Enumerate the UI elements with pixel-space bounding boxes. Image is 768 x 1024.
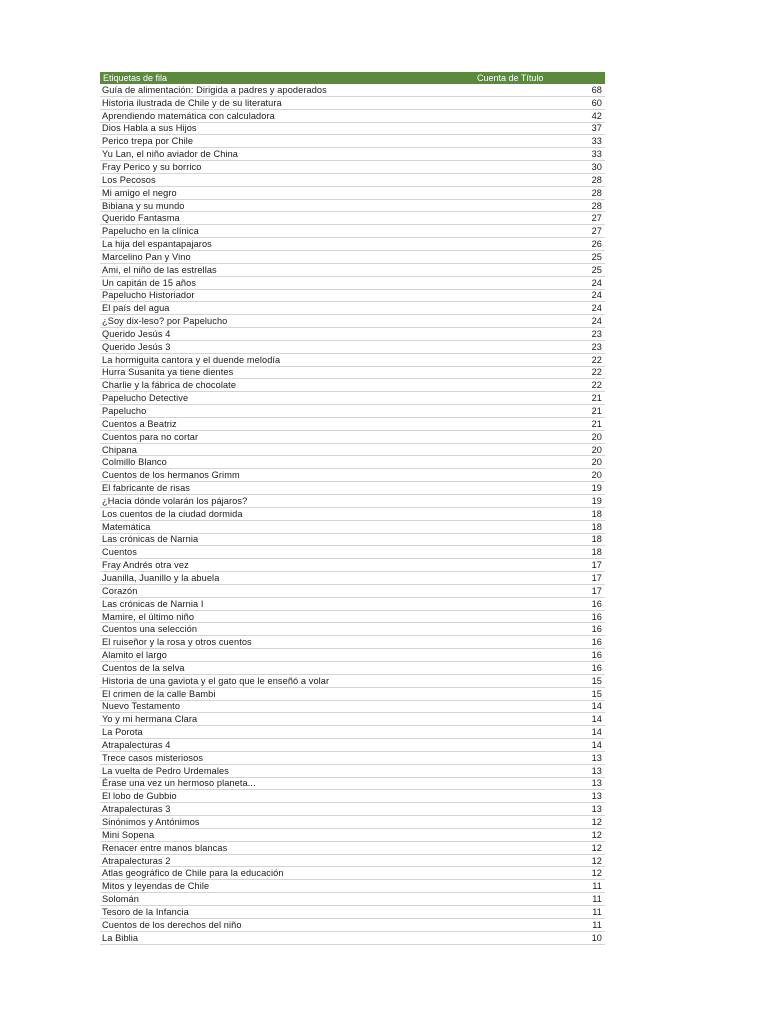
row-count-cell[interactable]: 13: [591, 778, 602, 789]
row-label-cell[interactable]: Tesoro de la Infancia: [102, 906, 189, 917]
count-header[interactable]: Cuenta de Título: [477, 73, 544, 83]
row-count-cell[interactable]: 26: [591, 239, 602, 250]
pivot-header-row[interactable]: [100, 72, 605, 84]
table-row[interactable]: [100, 906, 605, 919]
row-label-cell[interactable]: El país del agua: [102, 303, 170, 314]
row-count-cell[interactable]: 16: [591, 637, 602, 648]
row-label-cell[interactable]: La Porota: [102, 727, 143, 738]
row-count-cell[interactable]: 16: [591, 611, 602, 622]
row-count-cell[interactable]: 21: [591, 418, 602, 429]
table-row[interactable]: [100, 379, 605, 392]
row-label-cell[interactable]: Mi amigo el negro: [102, 187, 177, 198]
row-label-cell[interactable]: Papelucho: [102, 406, 147, 417]
table-row[interactable]: [100, 456, 605, 469]
row-label-cell[interactable]: Papelucho en la clínica: [102, 226, 199, 237]
table-row[interactable]: [100, 521, 605, 534]
row-label-cell[interactable]: Un capitán de 15 años: [102, 277, 197, 288]
table-row[interactable]: [100, 559, 605, 572]
row-count-cell[interactable]: 13: [591, 804, 602, 815]
row-count-cell[interactable]: 21: [591, 406, 602, 417]
row-label-cell[interactable]: Juanilla, Juanillo y la abuela: [102, 572, 220, 583]
row-label-cell[interactable]: Marcelino Pan y Vino: [102, 251, 191, 262]
row-count-cell[interactable]: 14: [591, 739, 602, 750]
row-label-cell[interactable]: El crimen de la calle Bambi: [102, 688, 216, 699]
row-count-cell[interactable]: 18: [591, 508, 602, 519]
row-count-cell[interactable]: 20: [591, 457, 602, 468]
row-count-cell[interactable]: 20: [591, 444, 602, 455]
row-label-cell[interactable]: La Biblia: [102, 932, 139, 943]
table-row[interactable]: [100, 649, 605, 662]
table-row[interactable]: [100, 405, 605, 418]
table-row[interactable]: [100, 354, 605, 367]
row-label-cell[interactable]: Sinónimos y Antónimos: [102, 817, 200, 828]
row-label-cell[interactable]: La vuelta de Pedro Urdemales: [102, 765, 229, 776]
row-count-cell[interactable]: 14: [591, 727, 602, 738]
row-label-cell[interactable]: Cuentos de la selva: [102, 662, 185, 673]
table-row[interactable]: [100, 598, 605, 611]
row-label-cell[interactable]: Ami, el niño de las estrellas: [102, 264, 217, 275]
row-label-cell[interactable]: ¿Hacia dónde volarán los pájaros?: [102, 495, 248, 506]
row-count-cell[interactable]: 24: [591, 277, 602, 288]
row-count-cell[interactable]: 22: [591, 367, 602, 378]
row-label-cell[interactable]: Renacer entre manos blancas: [102, 842, 228, 853]
table-row[interactable]: [100, 867, 605, 880]
row-label-cell[interactable]: Fray Andrés otra vez: [102, 560, 189, 571]
row-count-cell[interactable]: 60: [591, 97, 602, 108]
row-label-cell[interactable]: Chipana: [102, 444, 137, 455]
table-row[interactable]: [100, 508, 605, 521]
row-count-cell[interactable]: 37: [591, 123, 602, 134]
row-label-cell[interactable]: Cuentos a Beatriz: [102, 418, 177, 429]
row-label-cell[interactable]: El lobo de Gubbio: [102, 791, 177, 802]
row-label-cell[interactable]: ¿Soy dix-leso? por Papelucho: [102, 316, 228, 327]
table-row[interactable]: [100, 341, 605, 354]
row-label-cell[interactable]: Cuentos de los hermanos Grimm: [102, 470, 240, 481]
row-label-cell[interactable]: Los cuentos de la ciudad dormida: [102, 508, 243, 519]
table-row[interactable]: [100, 418, 605, 431]
row-count-cell[interactable]: 22: [591, 380, 602, 391]
row-count-cell[interactable]: 15: [591, 675, 602, 686]
table-row[interactable]: [100, 84, 605, 97]
row-label-cell[interactable]: Historia ilustrada de Chile y de su literatura: [102, 97, 282, 108]
row-count-cell[interactable]: 20: [591, 431, 602, 442]
table-row[interactable]: [100, 534, 605, 547]
table-row[interactable]: [100, 302, 605, 315]
row-label-cell[interactable]: Las crónicas de Narnia I: [102, 598, 204, 609]
table-row[interactable]: [100, 328, 605, 341]
row-count-cell[interactable]: 17: [591, 572, 602, 583]
row-count-cell[interactable]: 12: [591, 817, 602, 828]
row-count-cell[interactable]: 18: [591, 521, 602, 532]
table-row[interactable]: [100, 431, 605, 444]
row-label-cell[interactable]: Corazón: [102, 585, 138, 596]
table-row[interactable]: [100, 765, 605, 778]
table-row[interactable]: [100, 880, 605, 893]
row-count-cell[interactable]: 17: [591, 585, 602, 596]
table-row[interactable]: [100, 790, 605, 803]
row-count-cell[interactable]: 13: [591, 752, 602, 763]
row-label-cell[interactable]: Cuentos: [102, 547, 137, 558]
row-label-cell[interactable]: Papelucho Detective: [102, 393, 189, 404]
row-label-cell[interactable]: Querido Jesús 4: [102, 328, 171, 339]
pivot-rows: [100, 84, 605, 945]
row-label-cell[interactable]: Cuentos para no cortar: [102, 431, 199, 442]
row-count-cell[interactable]: 68: [591, 84, 602, 95]
row-count-cell[interactable]: 28: [591, 174, 602, 185]
row-label-cell[interactable]: Las crónicas de Narnia: [102, 534, 199, 545]
table-row[interactable]: [100, 713, 605, 726]
table-row[interactable]: [100, 636, 605, 649]
row-count-cell[interactable]: 16: [591, 650, 602, 661]
table-row[interactable]: [100, 546, 605, 559]
row-count-cell[interactable]: 12: [591, 868, 602, 879]
row-label-cell[interactable]: Matemática: [102, 521, 151, 532]
row-count-cell[interactable]: 14: [591, 714, 602, 725]
table-row[interactable]: [100, 212, 605, 225]
table-row[interactable]: [100, 315, 605, 328]
row-label-cell[interactable]: La hormiguita cantora y el duende melodía: [102, 354, 281, 365]
table-row[interactable]: [100, 701, 605, 714]
row-label-cell[interactable]: Perico trepa por Chile: [102, 136, 194, 147]
row-count-cell[interactable]: 24: [591, 303, 602, 314]
row-count-cell[interactable]: 25: [591, 264, 602, 275]
row-label-cell[interactable]: El ruiseñor y la rosa y otros cuentos: [102, 637, 252, 648]
row-count-cell[interactable]: 11: [592, 881, 602, 892]
table-row[interactable]: [100, 123, 605, 136]
row-count-cell[interactable]: 18: [591, 534, 602, 545]
table-row[interactable]: [100, 688, 605, 701]
table-row[interactable]: [100, 290, 605, 303]
table-row[interactable]: [100, 367, 605, 380]
row-labels-header[interactable]: Etiquetas de fila: [103, 73, 168, 83]
table-row[interactable]: [100, 803, 605, 816]
table-row[interactable]: [100, 110, 605, 123]
row-count-cell[interactable]: 11: [592, 919, 602, 930]
row-label-cell[interactable]: Colmillo Blanco: [102, 457, 167, 468]
table-row[interactable]: [100, 469, 605, 482]
row-label-cell[interactable]: Nuevo Testamento: [102, 701, 181, 712]
table-row[interactable]: [100, 264, 605, 277]
table-row[interactable]: [100, 187, 605, 200]
row-count-cell[interactable]: 22: [591, 354, 602, 365]
table-row[interactable]: [100, 662, 605, 675]
row-label-cell[interactable]: Aprendiendo matemática con calculadora: [102, 110, 275, 121]
row-count-cell[interactable]: 17: [591, 560, 602, 571]
table-row[interactable]: [100, 251, 605, 264]
row-count-cell[interactable]: 13: [591, 765, 602, 776]
row-count-cell[interactable]: 12: [591, 855, 602, 866]
table-row[interactable]: [100, 739, 605, 752]
row-label-cell[interactable]: Los Pecosos: [102, 174, 156, 185]
row-count-cell[interactable]: 16: [591, 598, 602, 609]
row-count-cell[interactable]: 18: [591, 547, 602, 558]
table-row[interactable]: [100, 392, 605, 405]
row-count-cell[interactable]: 33: [591, 136, 602, 147]
row-label-cell[interactable]: Charlie y la fábrica de chocolate: [102, 380, 237, 391]
row-label-cell[interactable]: El fabricante de risas: [102, 483, 190, 494]
row-count-cell[interactable]: 14: [591, 701, 602, 712]
row-count-cell[interactable]: 11: [592, 906, 602, 917]
table-row[interactable]: [100, 585, 605, 598]
row-count-cell[interactable]: 23: [591, 341, 602, 352]
row-count-cell[interactable]: 23: [591, 328, 602, 339]
row-count-cell[interactable]: 11: [592, 894, 602, 905]
row-label-cell[interactable]: Atrapalecturas 2: [102, 855, 171, 866]
row-count-cell[interactable]: 21: [591, 393, 602, 404]
row-count-cell[interactable]: 12: [591, 829, 602, 840]
row-count-cell[interactable]: 16: [591, 662, 602, 673]
table-row[interactable]: [100, 495, 605, 508]
row-count-cell[interactable]: 30: [591, 161, 602, 172]
row-label-cell[interactable]: Papelucho Historiador: [102, 290, 195, 301]
row-label-cell[interactable]: Hurra Susanita ya tiene dientes: [102, 367, 234, 378]
row-count-cell[interactable]: 27: [591, 226, 602, 237]
row-label-cell[interactable]: Dios Habla a sus Hijos: [102, 123, 197, 134]
table-row[interactable]: [100, 482, 605, 495]
table-row[interactable]: [100, 444, 605, 457]
row-count-cell[interactable]: 42: [591, 110, 602, 121]
table-row[interactable]: [100, 135, 605, 148]
row-count-cell[interactable]: 27: [591, 213, 602, 224]
table-row[interactable]: [100, 919, 605, 932]
row-label-cell[interactable]: Cuentos de los derechos del niño: [102, 919, 242, 930]
row-count-cell[interactable]: 16: [591, 624, 602, 635]
row-label-cell[interactable]: Fray Perico y su borrico: [102, 161, 202, 172]
table-row[interactable]: [100, 148, 605, 161]
row-label-cell[interactable]: Yo y mi hermana Clara: [102, 714, 198, 725]
row-label-cell[interactable]: Alamito el largo: [102, 650, 167, 661]
row-label-cell[interactable]: Bibiana y su mundo: [102, 200, 185, 211]
row-label-cell[interactable]: Querido Jesús 3: [102, 341, 171, 352]
row-label-cell[interactable]: Trece casos misteriosos: [102, 752, 204, 763]
table-row[interactable]: [100, 200, 605, 213]
table-row[interactable]: [100, 842, 605, 855]
row-count-cell[interactable]: 19: [591, 495, 602, 506]
row-count-cell[interactable]: 12: [591, 842, 602, 853]
row-count-cell[interactable]: 25: [591, 251, 602, 262]
row-count-cell[interactable]: 24: [591, 290, 602, 301]
row-label-cell[interactable]: Mitos y leyendas de Chile: [102, 881, 210, 892]
table-row[interactable]: [100, 932, 605, 945]
table-row[interactable]: [100, 829, 605, 842]
table-row[interactable]: [100, 277, 605, 290]
row-count-cell[interactable]: 24: [591, 316, 602, 327]
row-label-cell[interactable]: Mini Sopena: [102, 829, 155, 840]
row-count-cell[interactable]: 28: [591, 200, 602, 211]
table-row[interactable]: [100, 174, 605, 187]
row-label-cell[interactable]: Érase una vez un hermoso planeta...: [102, 778, 256, 789]
row-label-cell[interactable]: Querido Fantasma: [102, 213, 180, 224]
table-row[interactable]: [100, 623, 605, 636]
row-label-cell[interactable]: Cuentos una selección: [102, 624, 198, 635]
row-label-cell[interactable]: Mamire, el último niño: [102, 611, 195, 622]
table-row[interactable]: [100, 572, 605, 585]
row-count-cell[interactable]: 28: [591, 187, 602, 198]
table-row[interactable]: [100, 97, 605, 110]
row-count-cell[interactable]: 13: [591, 791, 602, 802]
table-row[interactable]: [100, 161, 605, 174]
row-label-cell[interactable]: Historia de una gaviota y el gato que le enseñó a volar: [102, 675, 330, 686]
row-label-cell[interactable]: Yu Lan, el niño aviador de China: [102, 149, 239, 160]
table-row[interactable]: [100, 726, 605, 739]
table-row[interactable]: [100, 752, 605, 765]
row-label-cell[interactable]: Solomán: [102, 894, 139, 905]
table-row[interactable]: [100, 778, 605, 791]
table-row[interactable]: [100, 611, 605, 624]
table-row[interactable]: [100, 855, 605, 868]
row-label-cell[interactable]: Atrapalecturas 4: [102, 739, 171, 750]
table-row[interactable]: [100, 816, 605, 829]
table-row[interactable]: [100, 225, 605, 238]
row-label-cell[interactable]: La hija del espantapajaros: [102, 239, 212, 250]
table-row[interactable]: [100, 238, 605, 251]
row-count-cell[interactable]: 20: [591, 470, 602, 481]
pivot-table: [100, 72, 605, 945]
row-count-cell[interactable]: 33: [591, 149, 602, 160]
row-count-cell[interactable]: 19: [591, 483, 602, 494]
row-count-cell[interactable]: 10: [591, 932, 602, 943]
row-label-cell[interactable]: Atrapalecturas 3: [102, 804, 171, 815]
table-row[interactable]: [100, 675, 605, 688]
row-count-cell[interactable]: 15: [591, 688, 602, 699]
table-row[interactable]: [100, 893, 605, 906]
row-label-cell[interactable]: Guía de alimentación: Dirigida a padres y apoderados: [102, 84, 327, 95]
row-label-cell[interactable]: Atlas geográfico de Chile para la educación: [102, 868, 284, 879]
